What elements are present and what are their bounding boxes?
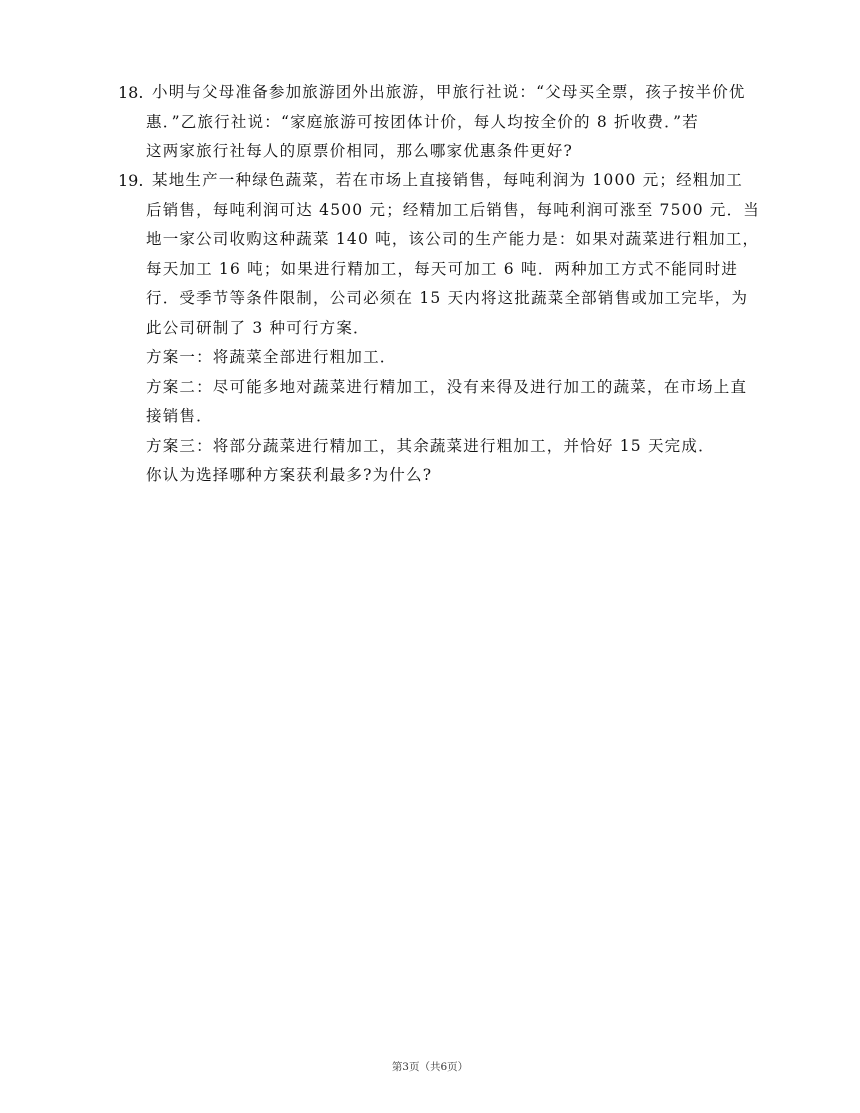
question-text-line: 地一家公司收购这种蔬菜 140 吨，该公司的生产能力是：如果对蔬菜进行粗加工， [146,230,760,248]
plan-three-text: 方案三：将部分蔬菜进行精加工，其余蔬菜进行粗加工，并恰好 15 天完成． [146,436,715,455]
question-18 [118,78,768,167]
question-number: 18. [118,83,144,102]
page-footer: 第3页（共6页） [391,1061,469,1073]
question-text-line: 每天加工 16 吨；如果进行精加工，每天可加工 6 吨．两种加工方式不能同时进 [146,259,739,278]
plan-two-text-cont: 接销售． [146,407,213,425]
question-text-line: 此公司研制了 3 种可行方案． [146,318,370,337]
question-19 [118,166,768,491]
question-text-line: 惠．”乙旅行社说：“家庭旅游可按团体计价，每人均按全价的 8 折收费．”若 [146,112,699,131]
question-number: 19. [118,171,144,190]
question-text-line: 小明与父母准备参加旅游团外出旅游，甲旅行社说：“父母买全票，孩子按半价优 [152,83,746,101]
question-text-line: 行．受季节等条件限制，公司必须在 15 天内将这批蔬菜全部销售或加工完毕，为 [146,289,749,307]
question-text-line: 这两家旅行社每人的原票价相同，那么哪家优惠条件更好? [146,142,574,160]
plan-two-text: 方案二：尽可能多地对蔬菜进行精加工，没有来得及进行加工的蔬菜，在市场上直 [146,377,748,396]
plan-one-text: 方案一：将蔬菜全部进行粗加工． [146,348,397,366]
question-prompt: 你认为选择哪种方案获利最多?为什么? [146,466,433,484]
question-text-line: 某地生产一种绿色蔬菜，若在市场上直接销售，每吨利润为 1000 元；经粗加工 [152,171,743,189]
question-text-line: 后销售，每吨利润可达 4500 元；经精加工后销售，每吨利润可涨至 7500 元．当 [146,200,761,219]
